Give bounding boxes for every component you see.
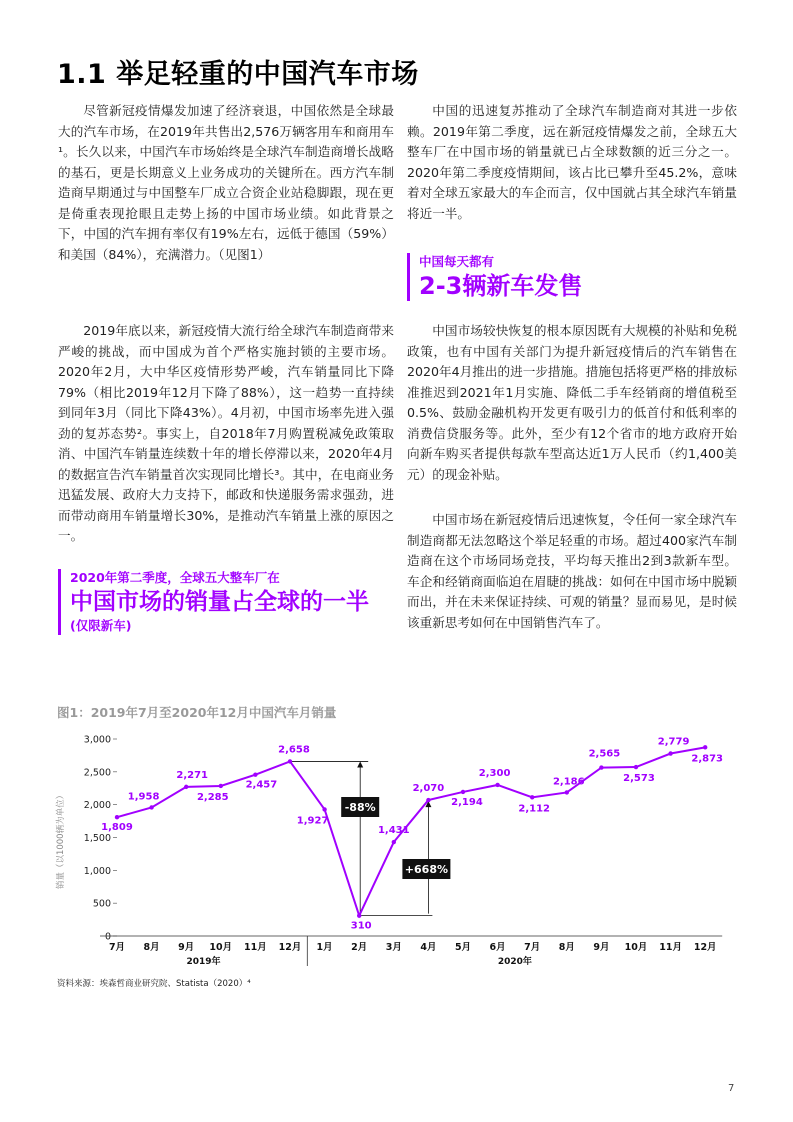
callout-subtitle: 中国每天都有	[419, 254, 495, 269]
right-paragraph-3: 中国市场在新冠疫情后迅速恢复，令任何一家全球汽车制造商都无法忽略这个举足轻重的市场。超过400家汽车制造商在这个市场同场竞技，平均每天推出2到3款新车型。车企和经销商面临迫在眉睫的挑战：如何在中国市场中脱颖而出，并在未来保证持续、可观的销量？显而易见，是时候该重新思考如何在中国销售汽车了。	[407, 512, 737, 630]
data-point	[634, 765, 638, 769]
y-tick-label: 500	[92, 898, 111, 910]
data-point	[565, 790, 569, 794]
data-label: 2,658	[278, 744, 310, 756]
data-label: 2,271	[176, 769, 209, 781]
x-tick-label: 9月	[593, 942, 610, 953]
data-label: 1,809	[101, 822, 133, 834]
x-tick-label: 8月	[558, 942, 575, 953]
x-tick-label: 2月	[351, 942, 368, 953]
data-label: 2,873	[691, 753, 724, 765]
x-tick-label: 9月	[178, 942, 195, 953]
x-tick-label: 1月	[316, 942, 333, 953]
data-point	[703, 745, 707, 749]
x-tick-label: 11月	[659, 942, 682, 953]
x-tick-label: 8月	[143, 942, 160, 953]
bracket-arrow	[357, 761, 363, 767]
x-tick-label: 7月	[108, 942, 126, 953]
callout-china-half	[58, 569, 410, 635]
page-title: 1.1 举足轻重的中国汽车市场	[57, 59, 419, 90]
callout-headline: 2-3辆新车发售	[419, 272, 583, 300]
data-point	[322, 807, 326, 811]
callout-subtitle: 2020年第二季度，全球五大整车厂在	[70, 570, 280, 585]
data-point	[392, 840, 396, 844]
right-paragraph-1: 中国的迅速复苏推动了全球汽车制造商对其进一步依赖。2019年第二季度，远在新冠疫情爆发之前，全球五大整车厂在中国市场的销量就已占全球数额的近三分之一。2020年第二季度疫情期间，该占比已攀升至45.2%，意味着对全球五家最大的车企而言，仅中国就占其全球汽车销量将近一半。	[407, 103, 737, 221]
data-point	[115, 815, 119, 819]
x-tick-label: 7月	[524, 942, 541, 953]
data-label: 310	[350, 920, 372, 932]
data-point	[253, 772, 257, 776]
x-tick-label: 12月	[278, 942, 302, 953]
left-paragraph-2: 2019年底以来，新冠疫情大流行给全球汽车制造商带来严峻的挑战，而中国成为首个严格实施封锁的主要市场。2020年2月，大中华区疫情形势严峻，汽车销量同比下降79%（相比2019年12月下降了88%），这一趋势一直持续到同年3月（同比下降43%）。4月初，中国市场率先进入强劲的复苏态势²。事实上，自2018年7月购置税减免政策取消、中国汽车销量连续数十年的增长停滞以来，2020年4月的数据宣告汽车销量首次实现同比增长³。其中，在电商业务迅猛发展、政府大力支持下，邮政和快递服务需求强劲，进而带动商用车销量增长30%，是推动汽车销量上涨的原因之一。	[58, 323, 394, 543]
y-tick-label: 1,500	[83, 833, 111, 844]
x-tick-label: 11月	[244, 942, 267, 953]
data-label: 2,194	[451, 796, 483, 808]
right-paragraph-2: 中国市场较快恢复的根本原因既有大规模的补贴和免税政策，也有中国有关部门为提升新冠疫情后的汽车销售在2020年4月推出的进一步措施。措施包括将更严格的排放标准推迟到2021年1月实施、降低二手车经销商的增值税至0.5%、鼓励金融机构开发更有吸引力的低首付和低利率的消费信贷服务等。此外，至少有12个省市的地方政府开始向新车购买者提供每款车型高达近1万人民币（约1,400美元）的现金补贴。	[407, 323, 737, 482]
x-tick-label: 6月	[489, 942, 506, 953]
data-label: 2,186	[552, 776, 585, 788]
data-label: 1,958	[127, 791, 160, 803]
y-tick-label: 3,000	[83, 734, 111, 746]
data-point	[184, 785, 188, 789]
data-point	[599, 765, 603, 769]
data-point	[461, 790, 465, 794]
callout-note: (仅限新车)	[70, 618, 132, 633]
data-label: 2,285	[196, 791, 229, 803]
data-label: 2,112	[518, 803, 551, 815]
data-label: 2,070	[412, 783, 445, 795]
year-label-2020: 2020年	[497, 957, 532, 967]
data-point	[495, 783, 499, 787]
data-label: 2,565	[588, 748, 621, 760]
y-tick-label: 2,000	[83, 800, 111, 812]
data-label: 2,573	[623, 773, 655, 785]
year-label-2019: 2019年	[186, 957, 221, 967]
y-axis-label: 销量（以1000辆为单位）	[56, 790, 66, 890]
data-point	[426, 798, 430, 802]
data-label: 1,927	[296, 815, 329, 827]
data-label: 2,457	[245, 779, 278, 791]
data-point	[288, 759, 292, 763]
data-point	[530, 795, 534, 799]
data-label: 1,431	[377, 825, 410, 837]
sales-line-chart	[50, 725, 750, 975]
x-tick-label: 10月	[209, 942, 233, 953]
left-paragraph-1: 尽管新冠疫情爆发加速了经济衰退，中国依然是全球最大的汽车市场，在2019年共售出2,576万辆客用车和商用车¹。长久以来，中国汽车市场始终是全球汽车制造商增长战略的基石，更是长期意义上业务成功的关键所在。西方汽车制造商早期通过与中国整车厂成立合资企业站稳脚跟，现在更是倚重表现抢眼且走势上扬的中国市场业绩。如此背景之下，中国的汽车拥有率仅有19%左右，远低于德国（59%）和美国（84%），充满潜力。（见图1）	[58, 103, 394, 262]
data-point	[357, 913, 361, 917]
figure-source: 资料来源：埃森哲商业研究院、Statista（2020）⁴	[57, 979, 251, 989]
data-label: 2,300	[478, 767, 511, 779]
page-number: 7	[728, 1083, 735, 1094]
callout-new-cars	[407, 253, 739, 301]
x-tick-label: 3月	[385, 942, 402, 953]
y-tick-label: 0	[104, 931, 111, 943]
data-point	[219, 784, 223, 788]
x-tick-label: 10月	[624, 942, 648, 953]
y-tick-label: 1,000	[83, 865, 111, 877]
annotation-drop-label: -88%	[344, 801, 376, 814]
data-point	[668, 751, 672, 755]
callout-headline: 中国市场的销量占全球的一半	[70, 589, 369, 615]
data-label: 2,779	[657, 736, 690, 748]
x-tick-label: 12月	[693, 942, 717, 953]
data-point	[149, 805, 153, 809]
figure-title: 图1：2019年7月至2020年12月中国汽车月销量	[57, 705, 337, 720]
y-tick-label: 2,500	[83, 767, 111, 779]
x-tick-label: 5月	[454, 942, 472, 953]
x-tick-label: 4月	[420, 942, 437, 953]
annotation-rise-label: +668%	[404, 863, 449, 876]
